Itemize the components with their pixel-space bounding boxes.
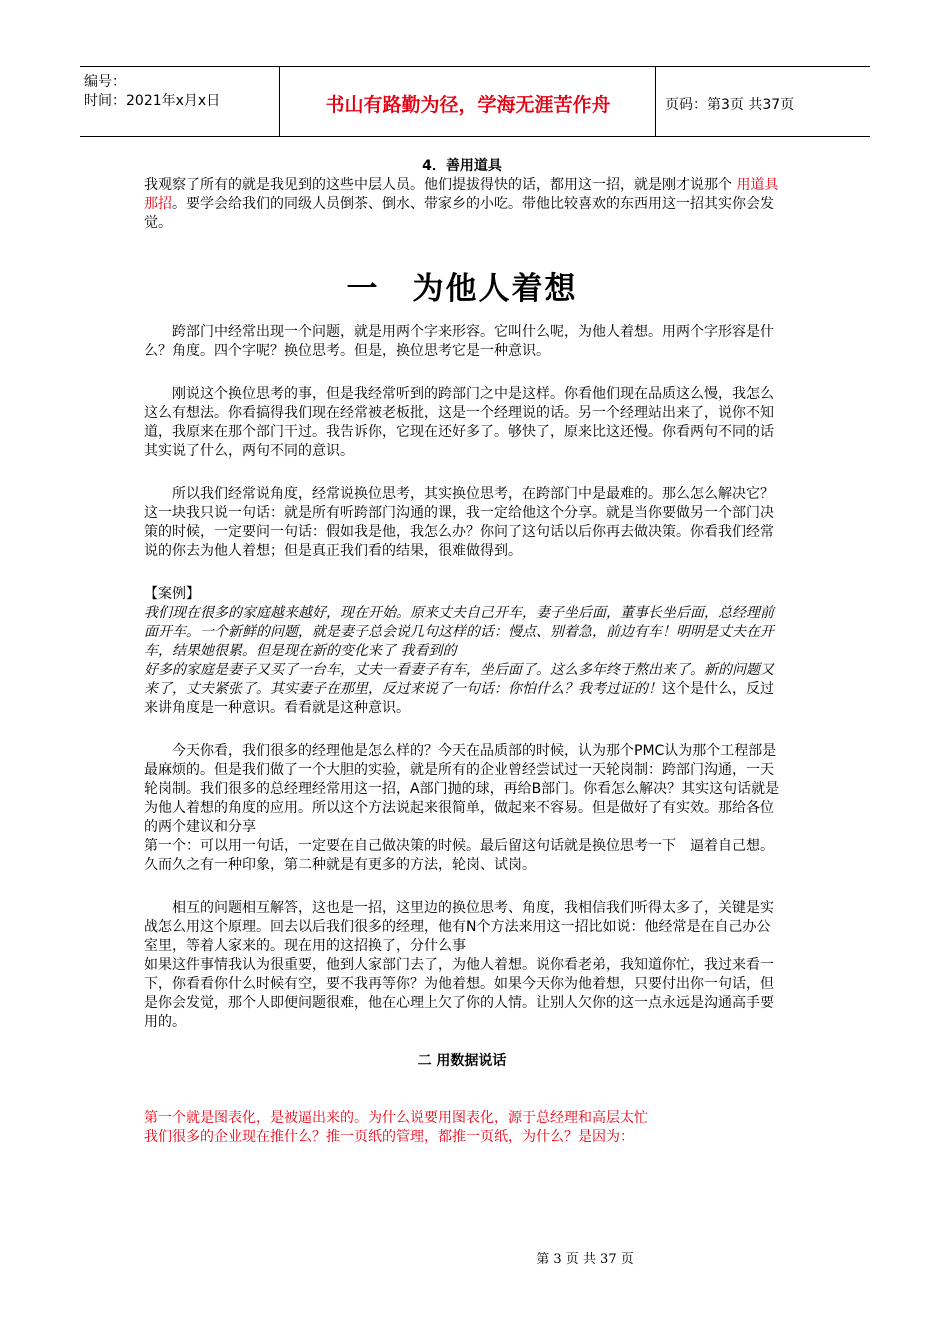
chapter2-red-line2: 我们很多的企业现在推什么？推一页纸的管理，都推一页纸，为什么？是因为： <box>144 1129 634 1145</box>
chapter1-para1: 跨部门中经常出现一个问题，就是用两个字来形容。它叫什么呢，为他人着想。用两个字形容是什么？角度。四个字呢？换位思考。但是，换位思考它是一种意识。 <box>144 324 774 359</box>
case-label: 【案例】 <box>144 586 200 602</box>
page-footer: 第 3 页 共 37 页 <box>536 1252 634 1267</box>
case-line2-italic: 好多的家庭是妻子又买了一台车，丈夫一看妻子有车，坐后面了。这么多年终于熬出来了。新的问题又来了，丈夫紧张了。其实妻子在那里，反过来说了一句话：你怕什么？我考过证的！ <box>144 662 774 697</box>
section4-paragraph <box>144 176 780 233</box>
chapter1-para2: 刚说这个换位思考的事，但是我经常听到的跨部门之中是这样。你看他们现在品质这么慢，我怎么这么有想法。你看搞得我们现在经常被老板批，这是一个经理说的话。另一个经理站出来了，说你不知道，我原来在那个部门干过。我告诉你，它现在还好多了。够快了，原来比这还慢。你看两句不同的话其实说了什么，两句不同的意识。 <box>144 386 774 459</box>
section4-text-after: 。要学会给我们的同级人员倒茶、倒水、带家乡的小吃。带他比较喜欢的东西用这一招其实你会发觉。 <box>144 196 774 231</box>
header-motto: 书山有路勤为径，学海无涯苦作舟 <box>281 67 656 136</box>
section4-text-before: 我观察了所有的就是我见到的这些中层人员。他们提拔得快的话，都用这一招，就是刚才说那个 <box>144 177 737 193</box>
chapter2-heading: 二 用数据说话 <box>417 1053 507 1069</box>
chapter1-para4: 今天你看，我们很多的经理他是怎么样的？今天在品质部的时候，认为那个PMC认为那个工程部是最麻烦的。但是我们做了一个大胆的实验，就是所有的企业曾经尝试过一天轮岗制：跨部门沟通，一天轮岗制。我们很多的总经理经常用这一招，A部门抛的球，再给B部门。你看怎么解决？其实这句话就是为他人着想的角度的应用。所以这个方法说起来很简单，做起来不容易。但是做好了有实效。那给各位的两个建议和分享 <box>144 743 780 835</box>
document-body <box>144 157 780 1147</box>
page-header <box>80 66 870 137</box>
chapter2-red-line1: 第一个就是图表化，是被逼出来的。为什么说要用图表化，源于总经理和高层太忙 <box>144 1110 648 1126</box>
header-meta <box>80 67 280 136</box>
case-line2-normal: 这个是什么，反过来讲角度是一种意识。看看就是这种意识。 <box>144 681 774 716</box>
section4-heading: 4．善用道具 <box>422 158 502 174</box>
case-line1: 我们现在很多的家庭越来越好，现在开始。原来丈夫自己开车，妻子坐后面，董事长坐后面，总经理前面开车。一个新鲜的问题，就是妻子总会说几句这样的话：慢点、别着急，前边有车！明明是丈夫在开车，结果她很累。但是现在新的变化来了 我看到的 <box>144 605 774 659</box>
case-line2 <box>144 661 780 718</box>
chapter1-para6: 相互的问题相互解答，这也是一招，这里边的换位思考、角度，我相信我们听得太多了，关键是实战怎么用这个原理。回去以后我们很多的经理，他有N个方法来用这一招比如说：他经常是在自己办公室里，等着人家来的。现在用的这招换了，分什么事 <box>144 900 774 954</box>
section4-highlight: 用道具那招 <box>144 177 779 212</box>
header-page-info: 页码：第3页 共37页 <box>665 96 795 113</box>
chapter1-para7: 如果这件事情我认为很重要，他到人家部门去了，为他人着想。说你看老弟，我知道你忙，我过来看一下，你看看你什么时候有空，要不我再等你？为他着想。如果今天你为他着想，只要付出你一句话，但是你会发觉，那个人即便问题很难，他在心理上欠了你的人情。让别人欠你的这一点永远是沟通高手要用的。 <box>144 957 774 1030</box>
number-label: 编号： <box>84 74 126 90</box>
chapter1-para5: 第一个：可以用一句话，一定要在自己做决策的时候。最后留这句话就是换位思考一下 逼着自己想。久而久之有一种印象，第二种就是有更多的方法，轮岗、试岗。 <box>144 838 774 873</box>
chapter1-para3: 所以我们经常说角度，经常说换位思考，其实换位思考，在跨部门中是最难的。那么怎么解决它？这一块我只说一句话：就是所有听跨部门沟通的课，我一定给他这个分享。就是当你要做另一个部门决策的时候，一定要问一句话：假如我是他，我怎么办？你问了这句话以后你再去做决策。你看我们经常说的你去为他人着想；但是真正我们看的结果，很难做得到。 <box>144 486 774 559</box>
chapter1-title: 一 为他人着想 <box>346 271 578 307</box>
date-label: 时间：2021年x月x日 <box>84 93 221 109</box>
